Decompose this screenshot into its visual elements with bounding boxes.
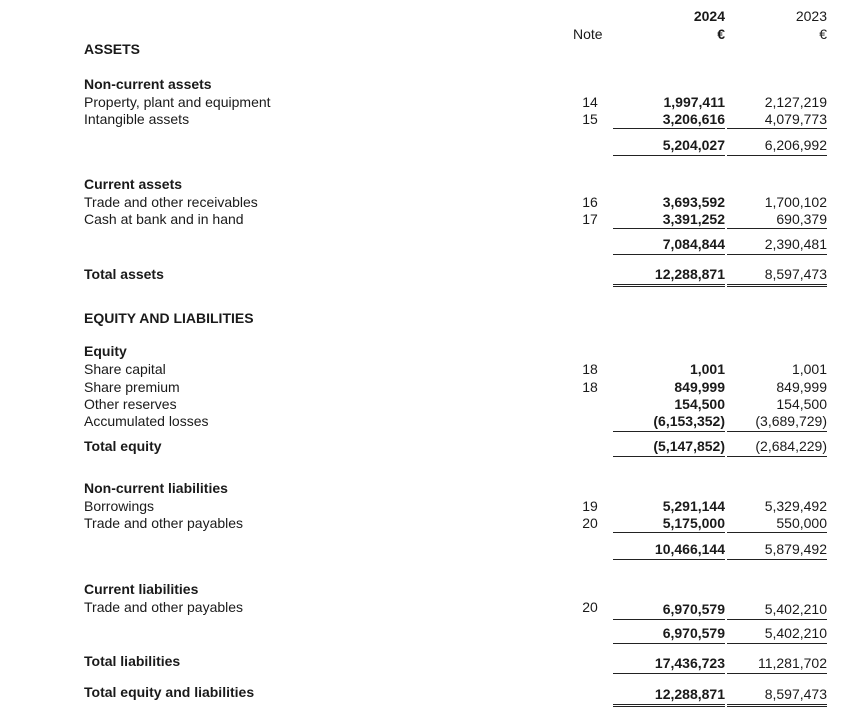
- non-current-assets-heading: Non-current assets: [84, 76, 212, 92]
- current-liabilities-heading: Current liabilities: [84, 581, 199, 597]
- nc-payables-label: Trade and other payables: [84, 515, 244, 531]
- c-payables-2023: 5,402,210: [764, 601, 827, 617]
- other-reserves-2023: 154,500: [776, 396, 827, 412]
- cash-2024: 3,391,252: [662, 211, 725, 227]
- current-assets-subtotal-2024: 7,084,844: [662, 236, 725, 252]
- header-year-current: 2024: [693, 8, 725, 24]
- accumulated-losses-label: Accumulated losses: [84, 413, 209, 429]
- double-underline: [727, 704, 827, 707]
- cash-label: Cash at bank and in hand: [84, 211, 244, 227]
- current-liabilities-subtotal-2023: 5,402,210: [764, 625, 827, 641]
- underline: [727, 228, 827, 229]
- double-underline: [613, 284, 725, 287]
- ppe-label: Property, plant and equipment: [84, 94, 271, 110]
- ppe-2023: 2,127,219: [764, 94, 827, 110]
- share-premium-note: 18: [582, 379, 598, 395]
- underline: [727, 128, 827, 129]
- assets-heading: ASSETS: [84, 41, 141, 57]
- underline: [613, 619, 725, 620]
- other-reserves-label: Other reserves: [84, 396, 177, 412]
- receivables-note: 16: [582, 194, 598, 210]
- total-equity-liabilities-2023: 8,597,473: [764, 686, 827, 702]
- underline: [613, 456, 725, 457]
- underline: [727, 254, 827, 255]
- underline: [613, 228, 725, 229]
- underline: [613, 155, 725, 156]
- total-equity-liabilities-label: Total equity and liabilities: [84, 684, 255, 700]
- underline: [727, 559, 827, 560]
- underline: [727, 643, 827, 644]
- underline: [727, 431, 827, 432]
- underline: [727, 619, 827, 620]
- receivables-2023: 1,700,102: [764, 194, 827, 210]
- nc-payables-note: 20: [582, 515, 598, 531]
- underline: [613, 128, 725, 129]
- c-payables-note: 20: [582, 599, 598, 615]
- current-liabilities-subtotal-2024: 6,970,579: [662, 625, 725, 641]
- double-underline: [727, 284, 827, 287]
- underline: [727, 532, 827, 533]
- total-assets-2023: 8,597,473: [764, 266, 827, 282]
- share-capital-2023: 1,001: [791, 361, 827, 377]
- borrowings-label: Borrowings: [84, 498, 155, 514]
- borrowings-2023: 5,329,492: [764, 498, 827, 514]
- underline: [613, 532, 725, 533]
- share-capital-2024: 1,001: [689, 361, 725, 377]
- borrowings-note: 19: [582, 498, 598, 514]
- non-current-assets-subtotal-2023: 6,206,992: [764, 137, 827, 153]
- intangible-2023: 4,079,773: [764, 111, 827, 127]
- borrowings-2024: 5,291,144: [662, 498, 725, 514]
- cash-note: 17: [582, 211, 598, 227]
- ppe-note: 14: [582, 94, 598, 110]
- current-assets-subtotal-2023: 2,390,481: [764, 236, 827, 252]
- header-year-prior: 2023: [795, 8, 827, 24]
- non-current-assets-subtotal-2024: 5,204,027: [662, 137, 725, 153]
- underline: [613, 254, 725, 255]
- intangible-note: 15: [582, 111, 598, 127]
- total-liabilities-2024: 17,436,723: [654, 655, 725, 671]
- share-capital-note: 18: [582, 361, 598, 377]
- underline: [727, 456, 827, 457]
- accumulated-losses-2024: (6,153,352): [653, 413, 725, 429]
- underline: [613, 431, 725, 432]
- nc-payables-2023: 550,000: [776, 515, 827, 531]
- non-current-liabilities-subtotal-2024: 10,466,144: [654, 541, 725, 557]
- receivables-label: Trade and other receivables: [84, 194, 258, 210]
- share-premium-2024: 849,999: [674, 379, 725, 395]
- intangible-label: Intangible assets: [84, 111, 190, 127]
- total-equity-2023: (2,684,229): [755, 438, 827, 454]
- underline: [727, 673, 827, 674]
- c-payables-2024: 6,970,579: [662, 601, 725, 617]
- underline: [613, 643, 725, 644]
- share-capital-label: Share capital: [84, 361, 166, 377]
- total-assets-2024: 12,288,871: [654, 266, 725, 282]
- header-note: Note: [573, 26, 603, 42]
- underline: [613, 673, 725, 674]
- total-liabilities-label: Total liabilities: [84, 653, 181, 669]
- total-liabilities-2023: 11,281,702: [757, 655, 827, 671]
- share-premium-2023: 849,999: [776, 379, 827, 395]
- accumulated-losses-2023: (3,689,729): [755, 413, 827, 429]
- share-premium-label: Share premium: [84, 379, 180, 395]
- header-currency-current: €: [717, 26, 725, 42]
- non-current-liabilities-heading: Non-current liabilities: [84, 480, 228, 496]
- other-reserves-2024: 154,500: [674, 396, 725, 412]
- receivables-2024: 3,693,592: [662, 194, 725, 210]
- underline: [613, 559, 725, 560]
- equity-liabilities-heading: EQUITY AND LIABILITIES: [84, 310, 254, 326]
- equity-heading: Equity: [84, 343, 127, 359]
- total-equity-label: Total equity: [84, 438, 162, 454]
- underline: [727, 155, 827, 156]
- ppe-2024: 1,997,411: [663, 94, 725, 110]
- intangible-2024: 3,206,616: [662, 111, 725, 127]
- nc-payables-2024: 5,175,000: [662, 515, 725, 531]
- total-assets-label: Total assets: [84, 266, 164, 282]
- total-equity-2024: (5,147,852): [653, 438, 725, 454]
- total-equity-liabilities-2024: 12,288,871: [654, 686, 725, 702]
- current-assets-heading: Current assets: [84, 176, 183, 192]
- non-current-liabilities-subtotal-2023: 5,879,492: [764, 541, 827, 557]
- cash-2023: 690,379: [776, 211, 827, 227]
- double-underline: [613, 704, 725, 707]
- c-payables-label: Trade and other payables: [84, 599, 244, 615]
- header-currency-prior: €: [819, 26, 827, 42]
